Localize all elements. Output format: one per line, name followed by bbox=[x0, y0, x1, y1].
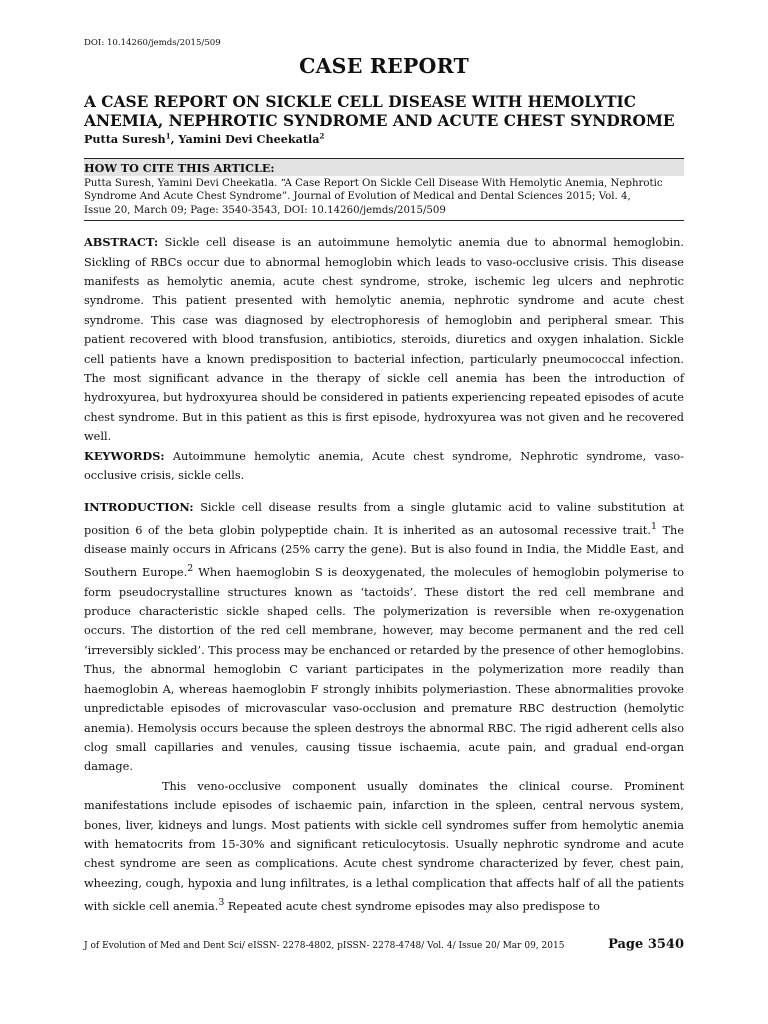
paragraph-text: Repeated acute chest syndrome episodes may also predispose to bbox=[224, 899, 600, 913]
doi-line: DOI: 10.14260/jemds/2015/509 bbox=[84, 38, 221, 48]
author-separator: , bbox=[170, 132, 179, 146]
author-affiliation-mark: 1 bbox=[165, 131, 171, 141]
abstract-paragraph bbox=[84, 233, 684, 446]
introduction-text: The disease mainly occurs in Africans (25% carry the gene). But is also found in India, the Middle East, and Southern Europe. bbox=[84, 523, 684, 580]
reference-marker[interactable]: 2 bbox=[187, 563, 194, 575]
keywords-text: Autoimmune hemolytic anemia, Acute chest syndrome, Nephrotic syndrome, vaso-occlusive crisis, sickle cells. bbox=[84, 449, 685, 483]
keywords-paragraph bbox=[84, 447, 684, 486]
article-page bbox=[84, 38, 684, 916]
citation-line-2: Issue 20, March 09; Page: 3540-3543, DOI: 10.14260/jemds/2015/509 bbox=[84, 204, 446, 216]
reference-marker[interactable]: 3 bbox=[218, 897, 225, 909]
page-footer bbox=[84, 937, 684, 954]
author-name: Yamini Devi Cheekatla bbox=[178, 132, 320, 146]
introduction-text: When haemoglobin S is deoxygenated, the molecules of hemoglobin polymerise to form pseudocrystalline structures known as ‘tactoids’. These distort the red cell membrane and produce characteristic sickle shaped cells. The polymerization is reversible when re-oxygenation occurs. The distortion of the red cell membrane, however, may become permanent and the red cell ‘irreversibly sickled’. This process may be enchanced or retarded by the presence of other hemoglobins. Thus, the abnormal hemoglobin C variant participates in the polymerization more readily than haemoglobin A, whereas haemoglobin F strongly inhibits polymeriastion. These abnormalities provoke unpredictable episodes of microvascular vaso-occlusion and premature RBC destruction (hemolytic anemia). Hemolysis occurs because the spleen destroys the abnormal RBC. The rigid adherent cells also clog small capillaries and venules, causing tissue ischaemia, acute pain, and gradual end-organ damage. bbox=[84, 566, 684, 774]
introduction-label: INTRODUCTION: bbox=[84, 499, 194, 514]
citation-box bbox=[84, 158, 684, 221]
keywords-label: KEYWORDS: bbox=[84, 448, 165, 463]
author-name: Putta Suresh bbox=[84, 132, 166, 146]
citation-heading: HOW TO CITE THIS ARTICLE: bbox=[84, 159, 684, 176]
article-title: A CASE REPORT ON SICKLE CELL DISEASE WITH HEMOLYTIC ANEMIA, NEPHROTIC SYNDROME AND ACUTE CHEST SYNDROME bbox=[84, 93, 675, 130]
citation-line-1: Putta Suresh, Yamini Devi Cheekatla. “A Case Report On Sickle Cell Disease With Hemolytic Anemia, Nephrotic Syndrome And Acute Chest Syndrome”. Journal of Evolution of Medical and Dental Sciences 2015; Vol. 4, bbox=[84, 178, 663, 203]
paragraph-text: This veno-occlusive component usually dominates the clinical course. Prominent manifestations include episodes of ischaemic pain, infarction in the spleen, central nervous system, bones, liver, kidneys and lungs. Most patients with sickle cell syndromes suffer from hemolytic anemia with hematocrits from 15-30% and significant reticulocytosis. Usually nephrotic syndrome and acute chest syndrome are seen as complications. Acute chest syndrome characterized by fever, chest pain, wheezing, cough, hypoxia and lung infiltrates, is a lethal complication that affects half of all the patients with sickle cell anemia. bbox=[84, 779, 684, 913]
body-paragraph bbox=[84, 777, 684, 917]
journal-footer: J of Evolution of Med and Dent Sci/ eISSN- 2278-4802, pISSN- 2278-4748/ Vol. 4/ Issue 20/ Mar 09, 2015 bbox=[84, 941, 565, 951]
section-heading: CASE REPORT bbox=[299, 54, 469, 78]
introduction-paragraph bbox=[84, 498, 684, 777]
page-number: Page 3540 bbox=[608, 937, 684, 952]
introduction-text: Sickle cell disease results from a single glutamic acid to valine substitution at position 6 of the beta globin polypeptide chain. It is inherited as an autosomal recessive trait. bbox=[84, 500, 685, 537]
reference-marker[interactable]: 1 bbox=[650, 520, 657, 532]
abstract-text: Sickle cell disease is an autoimmune hemolytic anemia due to abnormal hemoglobin. Sickling of RBCs occur due to abnormal hemoglobin which leads to vaso-occlusive crisis. This disease manifests as hemolytic anemia, acute chest syndrome, stroke, ischemic leg ulcers and nephrotic syndrome. This patient presented with hemolytic anemia, nephrotic syndrome and acute chest syndrome. This case was diagnosed by electrophoresis of hemoglobin and peripheral smear. This patient recovered with blood transfusion, antibiotics, steroids, diuretics and oxygen inhalation. Sickle cell patients have a known predisposition to bacterial infection, particularly pneumococcal infection. The most significant advance in the therapy of sickle cell anemia has been the introduction of hydroxyurea, but hydroxyurea should be considered in patients experiencing repeated episodes of acute chest syndrome. But in this patient as this is first episode, hydroxyurea was not given and he recovered well. bbox=[84, 236, 684, 444]
author-affiliation-mark: 2 bbox=[319, 131, 325, 141]
author-list bbox=[84, 132, 684, 146]
citation-text bbox=[84, 176, 684, 220]
abstract-label: ABSTRACT: bbox=[84, 235, 159, 250]
